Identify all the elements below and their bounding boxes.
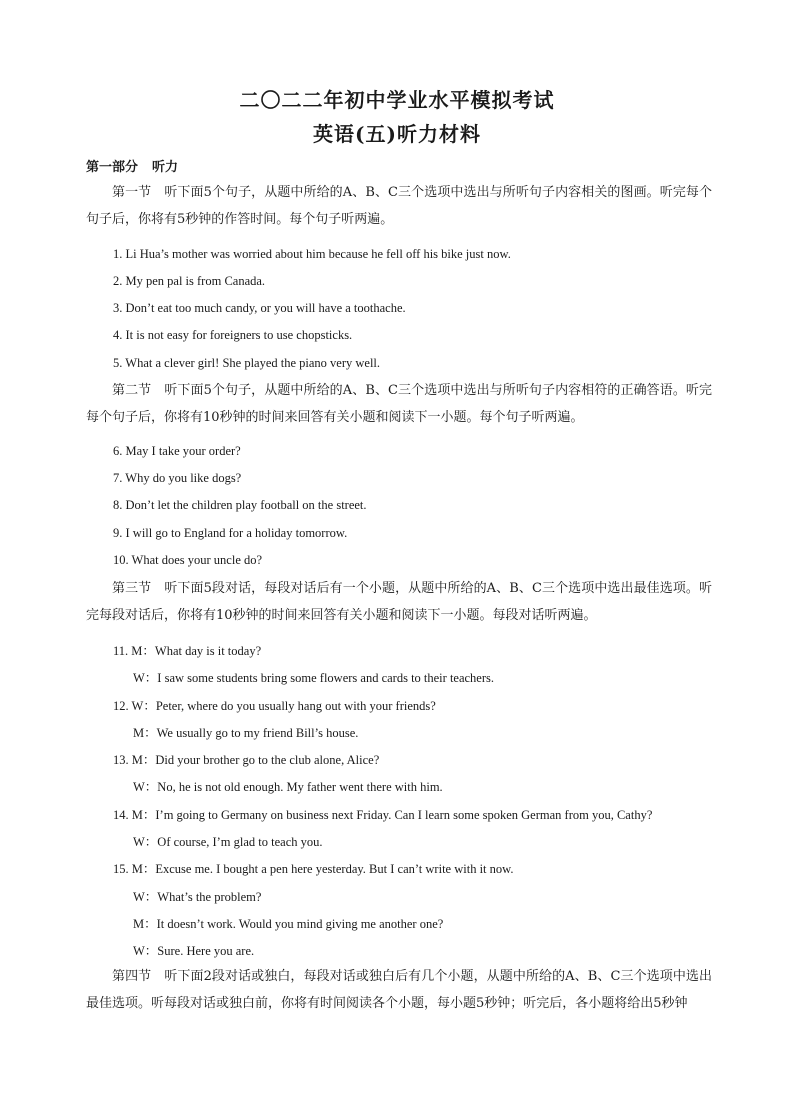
dialogue-11-line-1: 11. M：What day is it today? bbox=[113, 644, 262, 658]
section-4-instructions: 第四节 听下面2段对话或独白，每段对话或独白后有几个小题，从题中所给的A、B、C三个选项中选出最佳选项。听每段对话或独白前，你将有时间阅读各个小题，每小题5秒钟；听完后，各小题将给出5秒钟 bbox=[86, 969, 712, 1011]
sentence-5: 5. What a clever girl! She played the piano very well. bbox=[113, 356, 381, 370]
dialogue-14-line-2: W：Of course, I’m glad to teach you. bbox=[133, 835, 323, 849]
document-subtitle: 英语(五)听力材料 bbox=[313, 122, 481, 146]
part-name: 听力 bbox=[152, 160, 179, 175]
dialogue-12-line-2: M：We usually go to my friend Bill’s house. bbox=[133, 726, 359, 740]
dialogue-11-line-2: W：I saw some students bring some flowers and cards to their teachers. bbox=[133, 671, 495, 685]
sentence-2: 2. My pen pal is from Canada. bbox=[113, 274, 266, 288]
sentence-10: 10. What does your uncle do? bbox=[113, 553, 263, 567]
dialogue-15-line-1: 15. M：Excuse me. I bought a pen here yesterday. But I can’t write with it now. bbox=[113, 862, 514, 876]
section-3-instructions: 第三节 听下面5段对话，每段对话后有一个小题，从题中所给的A、B、C三个选项中选出最佳选项。听完每段对话后，你将有10秒钟的时间来回答有关小题和阅读下一小题。每段对话听两遍。 bbox=[86, 581, 712, 623]
dialogue-13-line-1: 13. M：Did your brother go to the club alone, Alice? bbox=[113, 753, 380, 767]
dialogue-14-line-1: 14. M：I’m going to Germany on business next Friday. Can I learn some spoken German from you, Cathy? bbox=[113, 808, 653, 822]
sentence-3: 3. Don’t eat too much candy, or you will have a toothache. bbox=[113, 301, 406, 315]
sentence-8: 8. Don’t let the children play football on the street. bbox=[113, 498, 367, 512]
dialogue-12-line-1: 12. W：Peter, where do you usually hang out with your friends? bbox=[113, 699, 436, 713]
part-label: 第一部分 bbox=[86, 160, 139, 175]
dialogue-13-line-2: W：No, he is not old enough. My father went there with him. bbox=[133, 780, 443, 794]
dialogue-15-line-2: W：What’s the problem? bbox=[133, 890, 262, 904]
sentence-9: 9. I will go to England for a holiday tomorrow. bbox=[113, 526, 348, 540]
section-1-instructions: 第一节 听下面5个句子，从题中所给的A、B、C三个选项中选出与所听句子内容相关的图画。听完每个句子后，你将有5秒钟的作答时间。每个句子听两遍。 bbox=[86, 185, 712, 227]
dialogue-15-line-3: M：It doesn’t work. Would you mind giving me another one? bbox=[133, 917, 444, 931]
part-heading bbox=[86, 156, 178, 175]
document-title: 二〇二二年初中学业水平模拟考试 bbox=[239, 88, 555, 112]
sentence-1: 1. Li Hua’s mother was worried about him because he fell off his bike just now. bbox=[113, 247, 511, 261]
sentence-7: 7. Why do you like dogs? bbox=[113, 471, 242, 485]
sentence-4: 4. It is not easy for foreigners to use chopsticks. bbox=[113, 328, 353, 342]
dialogue-15-line-4: W：Sure. Here you are. bbox=[133, 944, 255, 958]
sentence-6: 6. May I take your order? bbox=[113, 444, 241, 458]
section-2-instructions: 第二节 听下面5个句子，从题中所给的A、B、C三个选项中选出与所听句子内容相符的正确答语。听完每个句子后，你将有10秒钟的时间来回答有关小题和阅读下一小题。每个句子听两遍。 bbox=[86, 383, 712, 425]
